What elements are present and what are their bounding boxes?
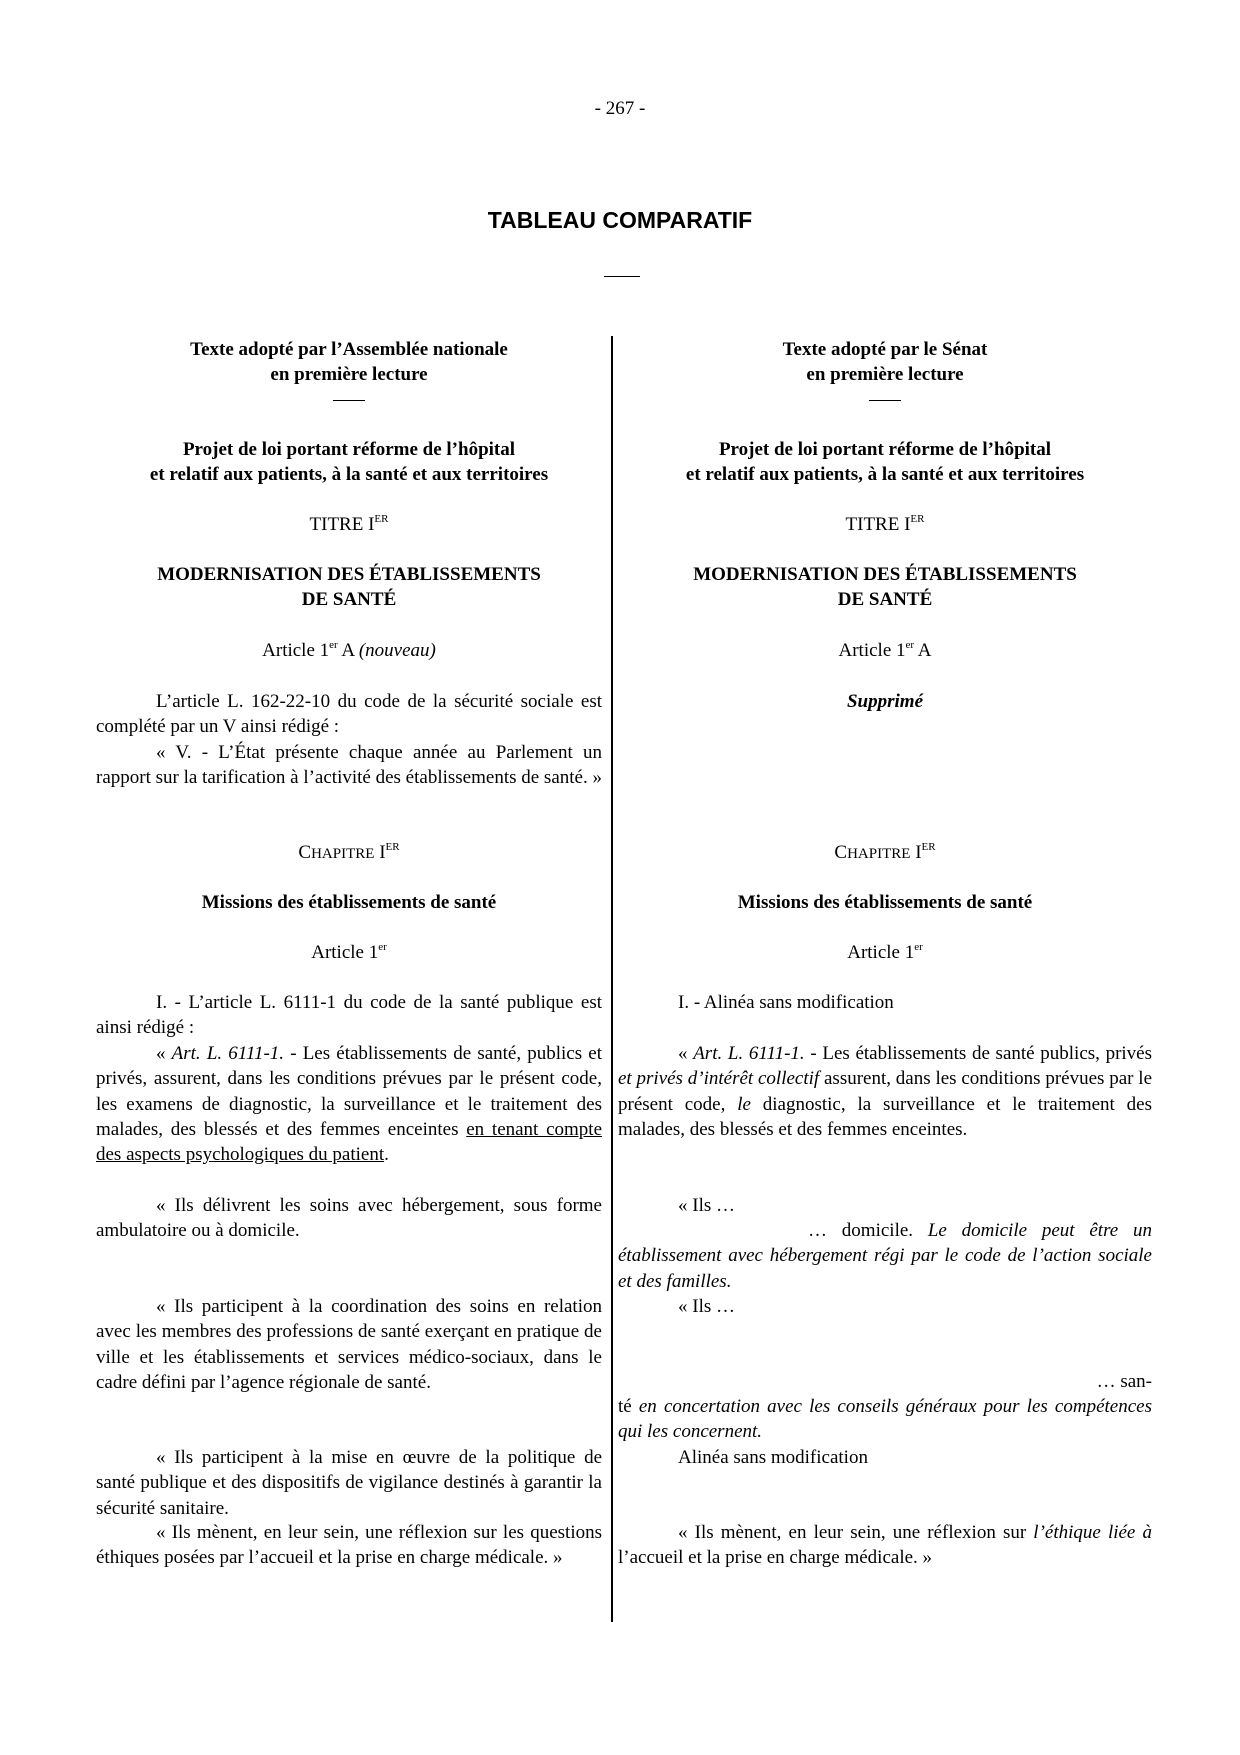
chapter-heading — [96, 840, 602, 867]
text-segment: Le domicile peut être un établissement avec hébergement régi par le code de l’action sociale et des familles. — [618, 1220, 1152, 1292]
text-segment: en tenant compte des aspects psychologiques du patient — [96, 1118, 603, 1166]
article-1-heading — [96, 940, 602, 965]
titre-heading — [96, 512, 602, 537]
text-segment: té — [618, 1396, 639, 1417]
article-1a-heading — [618, 638, 1152, 663]
text-segment: A — [337, 640, 359, 661]
text-segment: ER — [374, 513, 389, 525]
text-segment: . — [384, 1144, 389, 1166]
section-line: MODERNISATION DES ÉTABLISSEMENTS — [693, 564, 1077, 585]
article-1-heading — [618, 940, 1152, 965]
text-segment: I — [374, 842, 386, 863]
title-divider — [604, 276, 640, 277]
bill-title-line: et relatif aux patients, à la santé et aux territoires — [685, 464, 1085, 486]
text-segment: TITRE I — [845, 514, 911, 535]
text-segment: « — [156, 1043, 172, 1064]
text-segment: HAPITRE — [311, 846, 375, 862]
paragraph: « Ils participent à la coordination des soins en relation avec les membres des professions de santé exerçant en pratique de ville et les établissements et services médico-sociaux, dans le cadre défini par l’agence régionale de santé. — [96, 1296, 602, 1393]
page-title: TABLEAU COMPARATIF — [487, 207, 753, 233]
text-segment: er — [914, 941, 923, 953]
text-segment: assurent, dans les conditions prévues par le présent code, — [618, 1068, 1152, 1115]
text-segment: C — [298, 842, 312, 863]
paragraph: « Ils … — [678, 1296, 735, 1317]
text-segment: - Les établissements de santé, publics et privés, assurent, dans les conditions prévues par le présent code, les examens de diagnostic, la surveillance et le traitement des malades, des blessés et des femmes enceintes — [96, 1043, 603, 1140]
paragraph: I. - L’article L. 6111-1 du code de la santé publique est ainsi rédigé : — [96, 992, 602, 1039]
header-line: Texte adopté par le Sénat — [782, 339, 988, 360]
left-column-header — [96, 337, 602, 388]
column-divider — [611, 336, 613, 1622]
text-segment: le — [737, 1093, 751, 1115]
text-segment: diagnostic, la surveillance et le traitement des malades, des blessés et des femmes enceintes. — [618, 1093, 1152, 1140]
text-segment: et privés d’intérêt collectif — [618, 1068, 820, 1090]
text-segment: ER — [910, 513, 925, 525]
section-line: MODERNISATION DES ÉTABLISSEMENTS — [157, 564, 541, 585]
text-segment: C — [834, 842, 848, 863]
text-segment: ER — [921, 841, 936, 853]
text-segment: A — [914, 640, 932, 661]
text-segment: Article 1 — [838, 640, 906, 661]
text-segment: Art. L. 6111-1. — [171, 1043, 285, 1064]
titre-heading — [618, 512, 1152, 537]
text-segment: er — [329, 639, 338, 651]
text-segment: - Les établissements de santé publics, privés — [804, 1043, 1153, 1064]
right-column-header — [618, 337, 1152, 388]
text-segment: l’éthique liée à — [1033, 1522, 1152, 1543]
text-segment: l’accueil et la prise en charge médicale. » — [618, 1547, 933, 1569]
chapter-heading — [618, 840, 1152, 867]
paragraph: « Ils délivrent les soins avec hébergement, sous forme ambulatoire ou à domicile. — [96, 1195, 602, 1242]
article-1a-heading — [96, 638, 602, 663]
paragraph-article-l6111-1 — [96, 1041, 602, 1167]
section-line: DE SANTÉ — [837, 589, 933, 611]
paragraph — [618, 1218, 1152, 1294]
paragraph: « Ils … — [678, 1195, 735, 1216]
paragraph-article-l6111-1 — [618, 1041, 1152, 1142]
section-line: DE SANTÉ — [301, 589, 397, 611]
bill-title — [96, 437, 602, 488]
text-segment: I — [910, 842, 922, 863]
text-segment: er — [905, 639, 915, 651]
text-segment: TITRE I — [309, 514, 375, 535]
bill-title — [618, 437, 1152, 488]
text-segment: er — [378, 941, 387, 953]
text-segment: Art. L. 6111-1. — [693, 1043, 805, 1064]
header-line: en première lecture — [270, 364, 428, 386]
text-segment: HAPITRE — [847, 846, 911, 862]
paragraph: I. - Alinéa sans modification — [678, 992, 894, 1013]
text-segment: en concertation avec les conseils généraux pour les compétences qui les concernent. — [618, 1396, 1152, 1443]
paragraph — [618, 1520, 1152, 1571]
text-segment: Article 1 — [262, 640, 330, 661]
header-divider — [869, 400, 901, 401]
bill-title-line: Projet de loi portant réforme de l’hôpital — [718, 439, 1052, 460]
header-divider — [333, 400, 365, 401]
paragraph: « Ils participent à la mise en œuvre de la politique de santé publique et des dispositifs de vigilance destinés à garantir la sécurité sanitaire. — [96, 1447, 602, 1519]
text-segment: (nouveau) — [358, 640, 436, 661]
chapter-title: Missions des établissements de santé — [737, 892, 1033, 913]
text-segment: « — [678, 1043, 694, 1064]
paragraph: « V. - L’État présente chaque année au Parlement un rapport sur la tarification à l’activité des établissements de santé. » — [96, 741, 602, 788]
text-segment: Article 1 — [311, 942, 379, 963]
text-segment: « Ils mènent, en leur sein, une réflexion sur — [678, 1522, 1034, 1543]
section-heading — [618, 562, 1152, 613]
header-line: Texte adopté par l’Assemblée nationale — [190, 339, 508, 360]
bill-title-line: Projet de loi portant réforme de l’hôpital — [182, 439, 516, 460]
supprime-label: Supprimé — [846, 691, 924, 712]
text-segment: ER — [385, 841, 400, 853]
section-heading — [96, 562, 602, 613]
paragraph: Alinéa sans modification — [678, 1447, 868, 1468]
article-1a-body — [96, 689, 602, 790]
text-segment: Article 1 — [847, 942, 915, 963]
paragraph: … san- — [1096, 1371, 1152, 1392]
text-segment: … domicile. — [808, 1220, 928, 1241]
header-line: en première lecture — [806, 364, 964, 386]
chapter-title: Missions des établissements de santé — [201, 892, 497, 913]
paragraph: « Ils mènent, en leur sein, une réflexion sur les questions éthiques posées par l’accueil et la prise en charge médicale. » — [96, 1522, 602, 1569]
paragraph — [618, 1394, 1152, 1445]
bill-title-line: et relatif aux patients, à la santé et aux territoires — [149, 464, 549, 486]
page-number: - 267 - — [594, 98, 646, 119]
paragraph: L’article L. 162-22-10 du code de la sécurité sociale est complété par un V ainsi rédigé : — [96, 691, 602, 738]
